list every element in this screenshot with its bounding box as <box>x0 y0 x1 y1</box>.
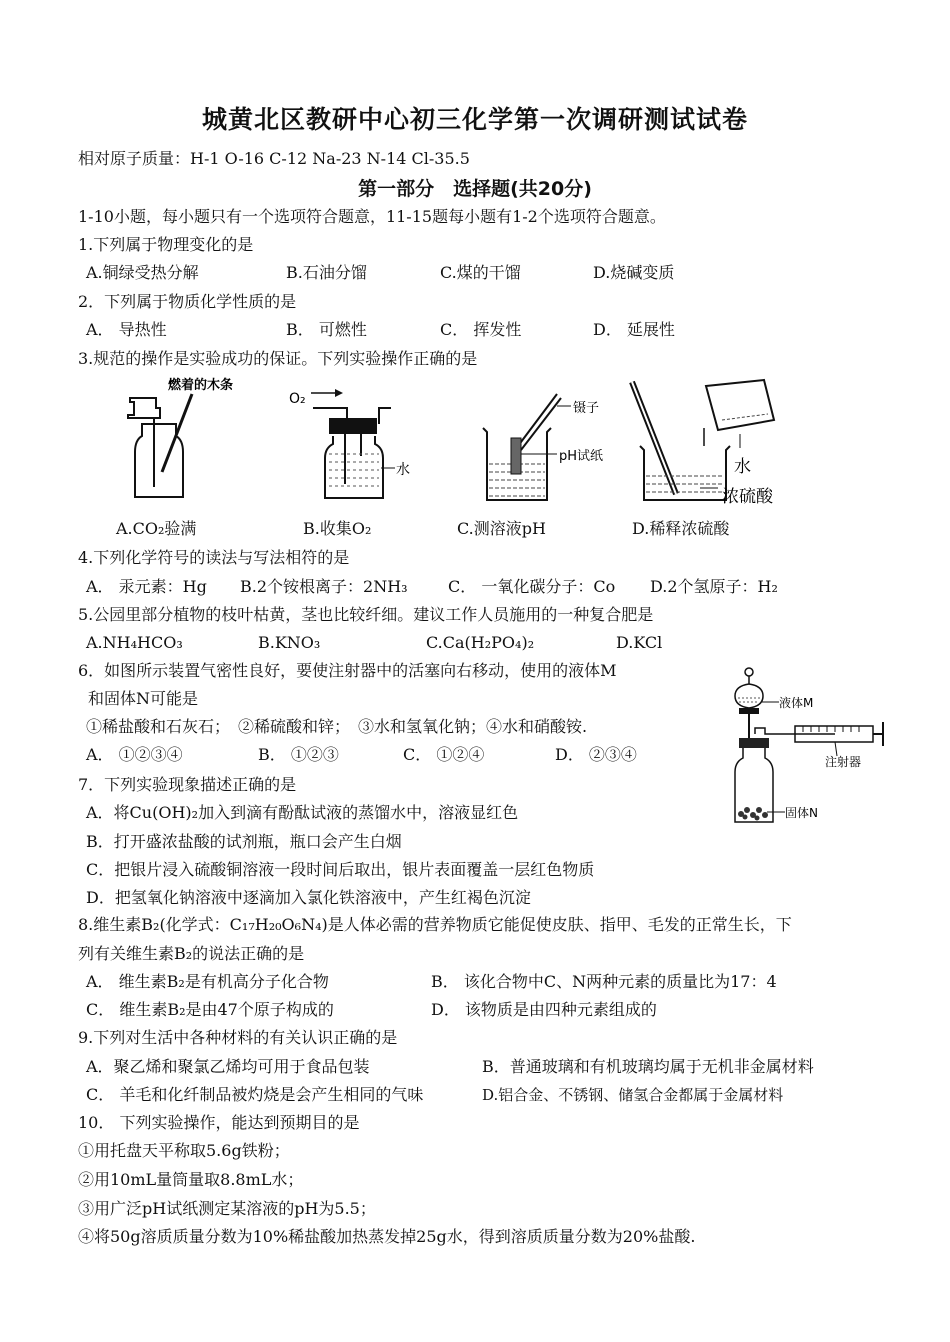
q1-stem: 1.下列属于物理变化的是 <box>78 235 254 254</box>
q10-item-4: ④将50g溶质质量分数为10%稀盐酸加热蒸发掉25g水，得到溶质质量分数为20%盐酸. <box>78 1227 696 1246</box>
q1-option-b: B.石油分馏 <box>286 263 367 282</box>
q10-stem: 10． 下列实验操作，能达到预期目的是 <box>78 1113 360 1132</box>
q5-stem: 5.公园里部分植物的枝叶枯黄，茎也比较纤细。建议工作人员施用的一种复合肥是 <box>78 605 654 624</box>
q3-stem: 3.规范的操作是实验成功的保证。下列实验操作正确的是 <box>78 349 478 368</box>
q8-option-b: B． 该化合物中C、N两种元素的质量比为17：4 <box>431 972 777 991</box>
ph-paper-label: pH试纸 <box>559 449 604 464</box>
q3-option-a: A.CO₂验满 <box>116 519 197 538</box>
q6-option-b: B． ①②③ <box>258 745 339 764</box>
q7-option-a: A．将Cu(OH)₂加入到滴有酚酞试液的蒸馏水中，溶液显红色 <box>86 803 519 822</box>
q4-stem: 4.下列化学符号的读法与写法相符的是 <box>78 548 350 567</box>
o2-collection-figure <box>283 384 423 504</box>
q6-stem-line1: 6．如图所示装置气密性良好，要使注射器中的活塞向右移动，使用的液体M <box>78 661 617 680</box>
ph-test-figure <box>475 388 625 506</box>
q4-option-a: A． 汞元素：Hg <box>86 577 207 596</box>
o2-label: O₂ <box>289 391 306 407</box>
q8-option-a: A． 维生素B₂是有机高分子化合物 <box>86 972 329 991</box>
q7-option-c: C．把银片浸入硫酸铜溶液一段时间后取出，银片表面覆盖一层红色物质 <box>86 860 595 879</box>
q3-option-d: D.稀释浓硫酸 <box>632 519 730 538</box>
tweezers-label: 镊子 <box>573 401 600 416</box>
syringe-label: 注射器 <box>825 755 862 769</box>
q4-option-c: C． 一氧化碳分子：Co <box>448 577 616 596</box>
q10-item-2: ②用10mL量筒量取8.8mL水； <box>78 1170 304 1189</box>
liquid-m-label: 液体M <box>779 696 814 710</box>
q6-stem-line2: 和固体N可能是 <box>88 689 199 708</box>
q7-stem: 7．下列实验现象描述正确的是 <box>78 775 297 794</box>
q8-option-c: C． 维生素B₂是由47个原子构成的 <box>86 1000 334 1019</box>
q5-option-d: D.KCl <box>616 633 663 652</box>
q1-option-c: C.煤的干馏 <box>440 263 521 282</box>
q1-option-a: A.铜绿受热分解 <box>86 263 199 282</box>
q1-option-d: D.烧碱变质 <box>593 263 675 282</box>
q5-option-a: A.NH₄HCO₃ <box>86 633 183 652</box>
q8-stem-line2: 列有关维生素B₂的说法正确的是 <box>78 944 305 963</box>
water-label: 水 <box>396 462 410 478</box>
q9-option-c: C． 羊毛和化纤制品被灼烧是会产生相同的气味 <box>86 1085 424 1104</box>
q2-option-b: B． 可燃性 <box>286 320 367 339</box>
q4-option-b: B.2个铵根离子：2NH₃ <box>240 577 408 596</box>
q5-option-c: C.Ca(H₂PO₄)₂ <box>426 633 535 652</box>
q9-stem: 9.下列对生活中各种材料的有关认识正确的是 <box>78 1028 398 1047</box>
q10-item-3: ③用广泛pH试纸测定某溶液的pH为5.5； <box>78 1199 376 1218</box>
q6-option-a: A． ①②③④ <box>86 745 183 764</box>
q9-option-a: A．聚乙烯和聚氯乙烯均可用于食品包装 <box>86 1057 370 1076</box>
q2-option-c: C． 挥发性 <box>440 320 522 339</box>
syringe-apparatus-figure <box>725 662 895 832</box>
q8-stem-line1: 8.维生素B₂(化学式：C₁₇H₂₀O₆N₄)是人体必需的营养物质它能促使皮肤、指甲、毛发的正常生长，下 <box>78 915 792 934</box>
q8-option-d: D． 该物质是由四种元素组成的 <box>431 1000 657 1019</box>
q2-stem: 2．下列属于物质化学性质的是 <box>78 292 297 311</box>
solid-n-label: 固体N <box>785 806 818 820</box>
q10-item-1: ①用托盘天平称取5.6g铁粉； <box>78 1141 290 1160</box>
q9-option-d: D.铝合金、不锈钢、储氢合金都属于金属材料 <box>482 1086 784 1104</box>
q2-option-d: D． 延展性 <box>593 320 675 339</box>
q7-option-d: D．把氢氧化钠溶液中逐滴加入氯化铁溶液中，产生红褐色沉淀 <box>86 888 531 907</box>
q4-option-d: D.2个氢原子：H₂ <box>650 577 778 596</box>
acid-label: 浓硫酸 <box>722 487 773 506</box>
q6-choices: ①稀盐酸和石灰石； ②稀硫酸和锌； ③水和氢氧化钠；④水和硝酸铵. <box>86 717 588 736</box>
q2-option-a: A． 导热性 <box>86 320 167 339</box>
q3-option-b: B.收集O₂ <box>303 519 372 538</box>
dilute-acid-figure <box>628 376 798 506</box>
q3-option-c: C.测溶液pH <box>457 519 546 538</box>
burning-stick-label: 燃着的木条 <box>168 378 234 393</box>
section-title: 第一部分 选择题(共20分) <box>358 178 592 200</box>
atomic-mass-line: 相对原子质量：H-1 O-16 C-12 Na-23 N-14 Cl-35.5 <box>78 149 470 168</box>
q6-option-c: C． ①②④ <box>403 745 485 764</box>
page-title: 城黄北区教研中心初三化学第一次调研测试试卷 <box>201 105 748 134</box>
water-label-d: 水 <box>734 457 751 477</box>
q7-option-b: B．打开盛浓盐酸的试剂瓶，瓶口会产生白烟 <box>86 832 402 851</box>
q6-option-d: D． ②③④ <box>555 745 637 764</box>
co2-check-figure <box>120 372 270 507</box>
q5-option-b: B.KNO₃ <box>258 633 321 652</box>
instructions: 1-10小题，每小题只有一个选项符合题意，11-15题每小题有1-2个选项符合题意。 <box>78 207 666 226</box>
q9-option-b: B．普通玻璃和有机玻璃均属于无机非金属材料 <box>482 1057 814 1076</box>
